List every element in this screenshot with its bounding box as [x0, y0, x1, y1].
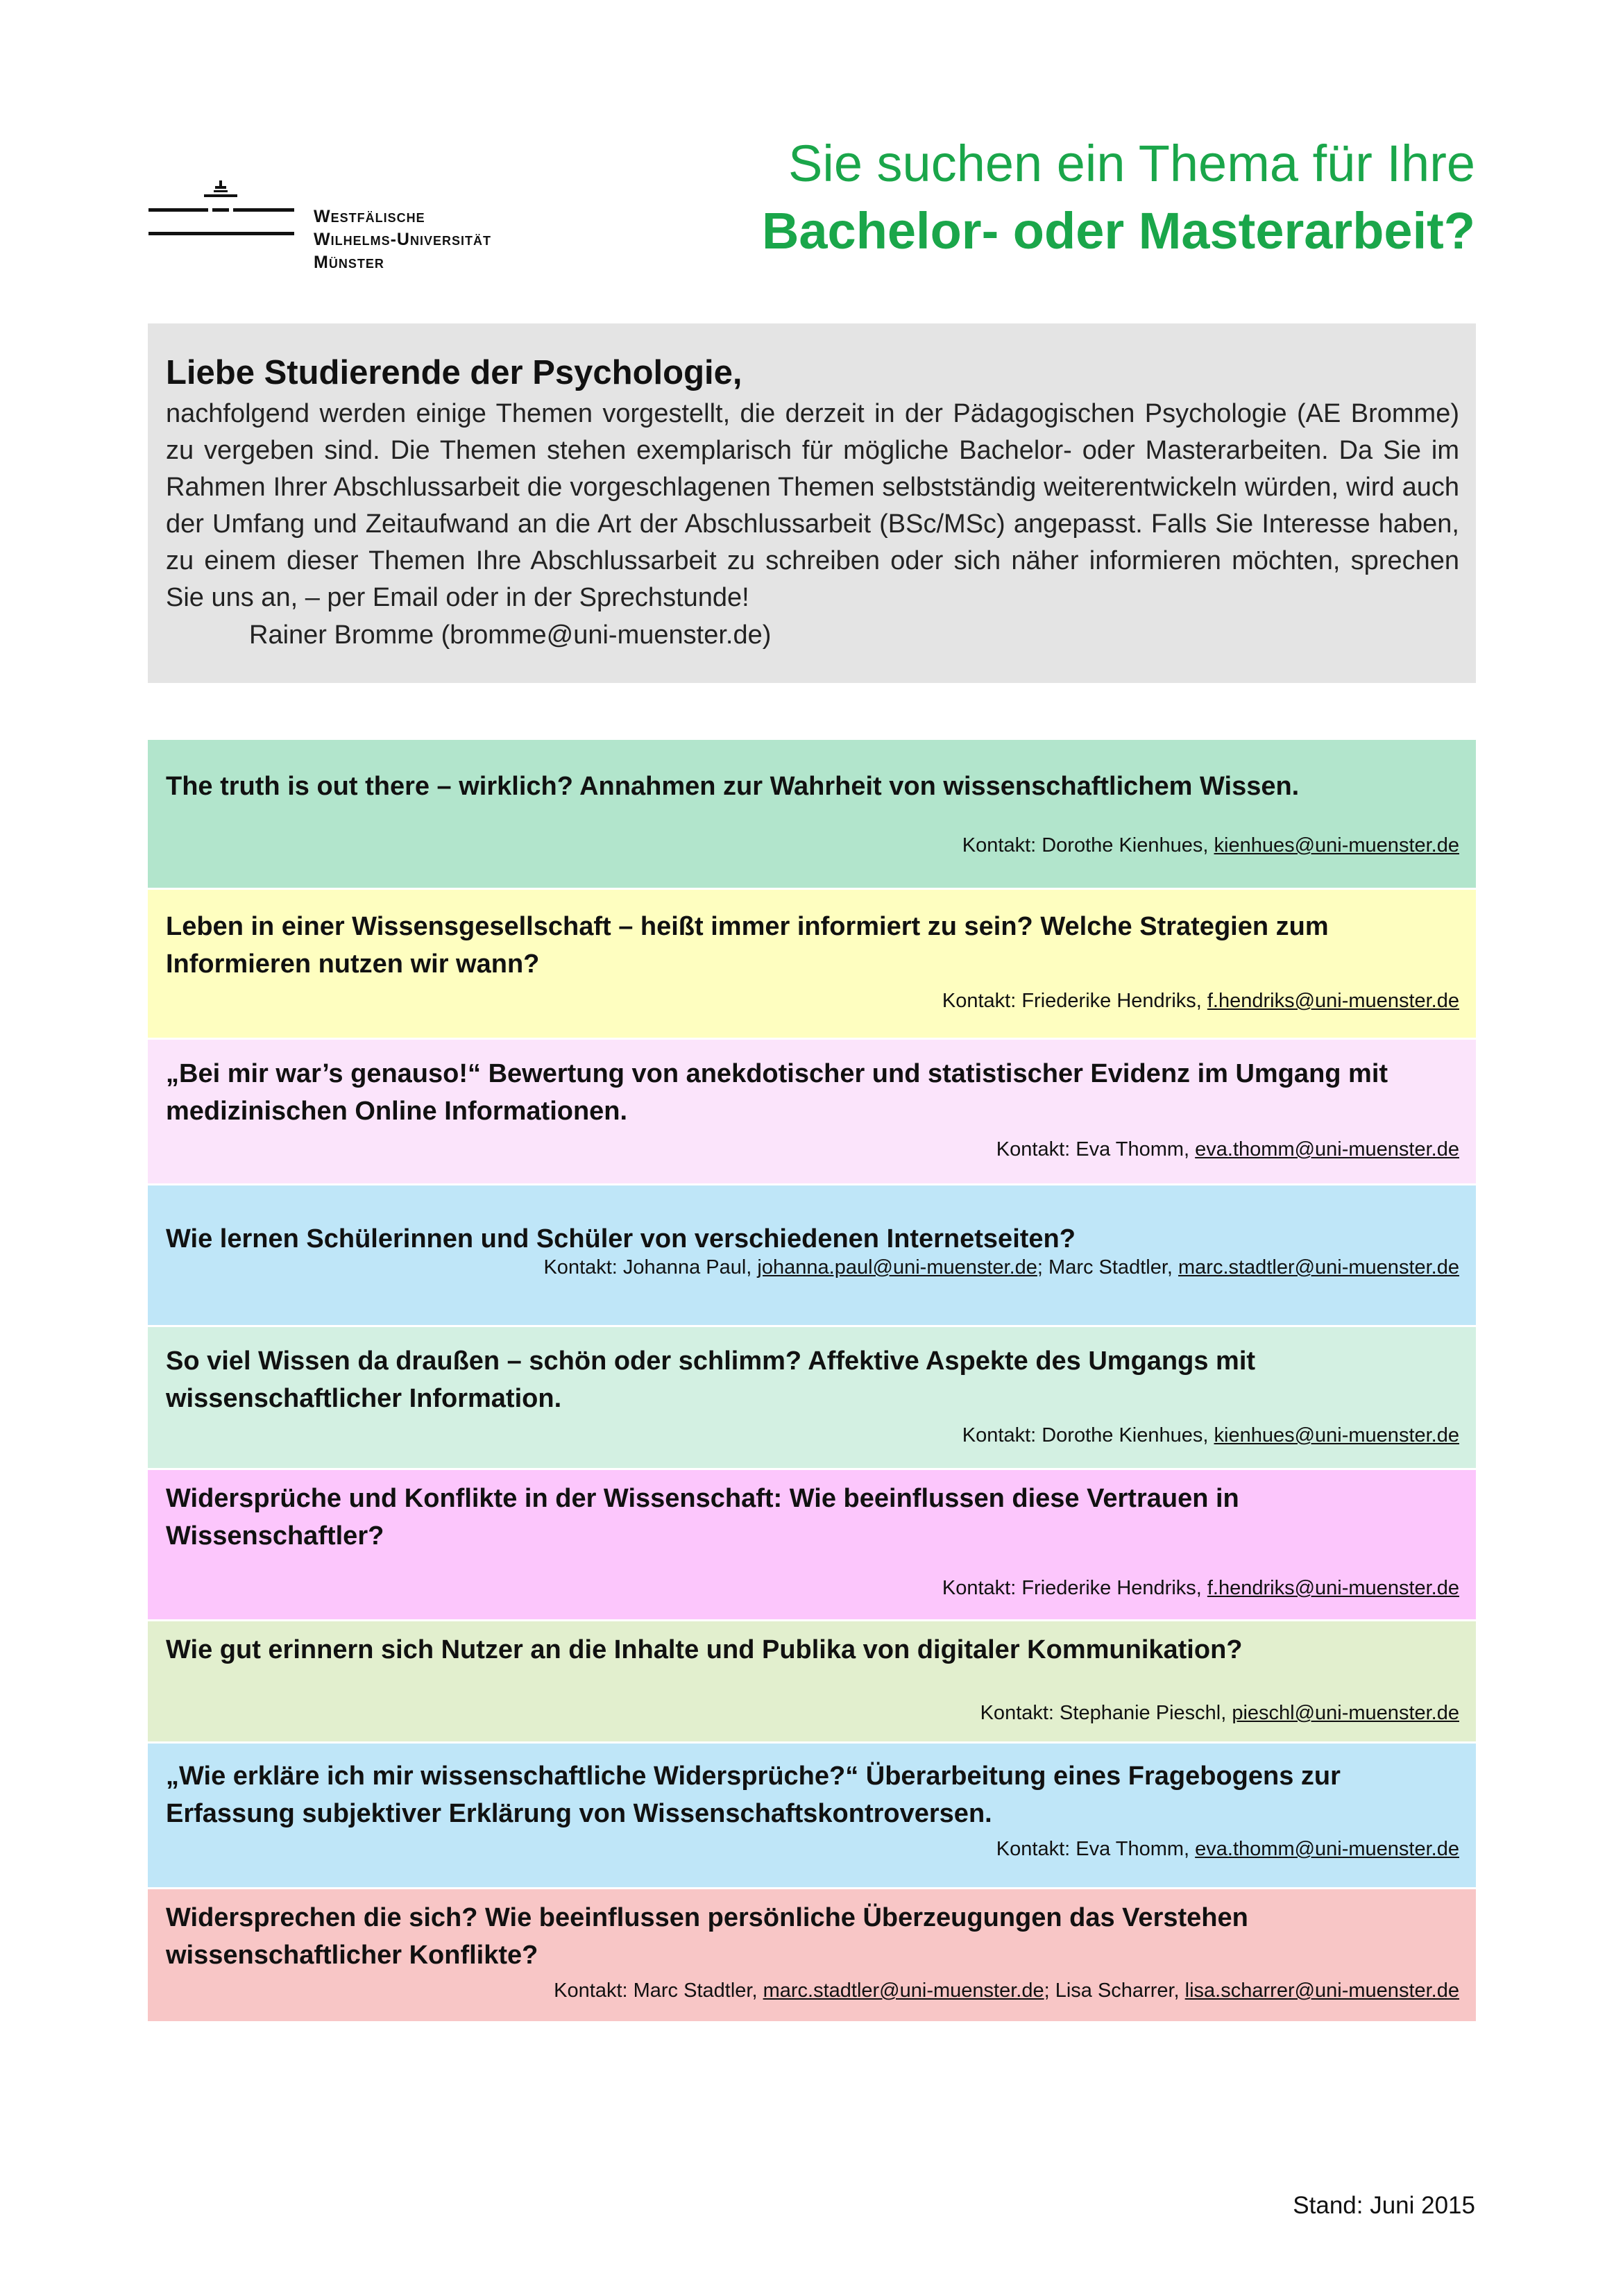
page-heading: [762, 130, 1475, 265]
email-link[interactable]: f.hendriks@uni-muenster.de: [1207, 1577, 1459, 1599]
topic-card: [148, 1621, 1476, 1744]
email-link[interactable]: marc.stadtler@uni-muenster.de: [1178, 1256, 1459, 1278]
topic-contact: [962, 833, 1459, 858]
contact-label: Kontakt: Dorothe Kienhues,: [962, 834, 1214, 856]
intro-box: [148, 323, 1476, 683]
topic-contact: [942, 1576, 1459, 1601]
contact-label: Kontakt: Stephanie Pieschl,: [980, 1702, 1232, 1724]
intro-title: Liebe Studierende der Psychologie,: [166, 354, 742, 391]
topic-card: [148, 1327, 1476, 1470]
topic-title: Wie lernen Schülerinnen und Schüler von verschiedenen Internetseiten?: [166, 1224, 1076, 1253]
intro-text: nachfolgend werden einige Themen vorgestellt, die derzeit in der Pädagogischen Psychologie (AE Bromme) zu vergeben sind. Die Themen stehen exemplarisch für mögliche Bachelor- oder Masterarbeiten. Da Sie im Rahmen Ihrer Abschlussarbeit die vorgeschlagenen Themen selbstständig weiterentwickeln würden, wird auch der Umfang und Zeitaufwand an die Art der Abschlussarbeit (BSc/MSc) angepasst. Falls Sie Interesse haben, zu einem dieser Themen Ihre Abschlussarbeit zu schreiben oder sich näher informieren möchten, sprechen Sie uns an, – per Email oder in der Sprechstunde!: [166, 399, 1459, 612]
date-stamp: Stand: Juni 2015: [1293, 2192, 1475, 2219]
topic-contact: [962, 1423, 1459, 1448]
topic-title: Wie gut erinnern sich Nutzer an die Inhalte und Publika von digitaler Kommunikation?: [166, 1635, 1243, 1664]
topic-card: [148, 1889, 1476, 2021]
university-logo-mark: [148, 179, 294, 242]
email-link[interactable]: johanna.paul@uni-muenster.de: [757, 1256, 1037, 1278]
topic-title: So viel Wissen da draußen – schön oder schlimm? Affektive Aspekte des Umgangs mit wissenschaftlicher Information.: [166, 1347, 1256, 1413]
university-logo: [148, 179, 537, 276]
topic-contact: [942, 988, 1459, 1013]
contact-label: Kontakt: Johanna Paul,: [543, 1256, 758, 1278]
email-link[interactable]: eva.thomm@uni-muenster.de: [1195, 1138, 1459, 1160]
topic-contact: [554, 1978, 1459, 2003]
heading-line-1: Sie suchen ein Thema für Ihre: [788, 135, 1475, 192]
contact-separator: ; Marc Stadtler,: [1037, 1256, 1178, 1278]
email-link[interactable]: f.hendriks@uni-muenster.de: [1207, 990, 1459, 1012]
email-link[interactable]: kienhues@uni-muenster.de: [1214, 1424, 1459, 1446]
topic-card: [148, 740, 1476, 890]
contact-label: Kontakt: Dorothe Kienhues,: [962, 1424, 1214, 1446]
topic-contact: [996, 1837, 1459, 1862]
topic-card: [148, 1185, 1476, 1327]
email-link[interactable]: eva.thomm@uni-muenster.de: [1195, 1838, 1459, 1860]
email-link[interactable]: lisa.scharrer@uni-muenster.de: [1184, 1980, 1459, 2002]
topic-title: The truth is out there – wirklich? Annahmen zur Wahrheit von wissenschaftlichem Wissen.: [166, 772, 1300, 801]
topic-card: [148, 890, 1476, 1040]
topic-card: [148, 1744, 1476, 1889]
topic-title: Leben in einer Wissensgesellschaft – heißt immer informiert zu sein? Welche Strategien zum Informieren nutzen wir wann?: [166, 912, 1329, 979]
logo-line-2: Wilhelms-Universität: [314, 230, 491, 249]
contact-separator: ; Lisa Scharrer,: [1044, 1980, 1185, 2002]
topic-contact: [980, 1700, 1459, 1725]
contact-label: Kontakt: Eva Thomm,: [996, 1838, 1196, 1860]
email-link[interactable]: pieschl@uni-muenster.de: [1232, 1702, 1459, 1724]
topic-card: [148, 1040, 1476, 1185]
topic-title: „Bei mir war’s genauso!“ Bewertung von anekdotischer und statistischer Evidenz im Umgang mit medizinischen Online Informationen.: [166, 1059, 1388, 1126]
topic-title: Widersprüche und Konflikte in der Wissenschaft: Wie beeinflussen diese Vertrauen in Wissenschaftler?: [166, 1484, 1239, 1551]
logo-line-1: Westfälische: [314, 207, 425, 226]
topic-contact: [543, 1255, 1459, 1280]
email-link[interactable]: marc.stadtler@uni-muenster.de: [763, 1980, 1044, 2002]
topic-card: [148, 1470, 1476, 1621]
university-name: [314, 205, 491, 274]
logo-line-3: Münster: [314, 253, 384, 272]
topic-contact: [996, 1137, 1459, 1162]
topic-title: Widersprechen die sich? Wie beeinflussen persönliche Überzeugungen das Verstehen wissenschaftlicher Konflikte?: [166, 1903, 1248, 1970]
intro-signature: Rainer Bromme (bromme@uni-muenster.de): [249, 621, 772, 650]
contact-label: Kontakt: Eva Thomm,: [996, 1138, 1196, 1160]
topic-list: [148, 740, 1476, 2021]
contact-label: Kontakt: Friederike Hendriks,: [942, 1577, 1207, 1599]
topic-title: „Wie erkläre ich mir wissenschaftliche Widersprüche?“ Überarbeitung eines Fragebogens zur Erfassung subjektiver Erklärung von Wissenschaftskontroversen.: [166, 1762, 1341, 1828]
contact-label: Kontakt: Friederike Hendriks,: [942, 990, 1207, 1012]
contact-label: Kontakt: Marc Stadtler,: [554, 1980, 763, 2002]
email-link[interactable]: kienhues@uni-muenster.de: [1214, 834, 1459, 856]
heading-line-2: Bachelor- oder Masterarbeit?: [761, 202, 1475, 260]
